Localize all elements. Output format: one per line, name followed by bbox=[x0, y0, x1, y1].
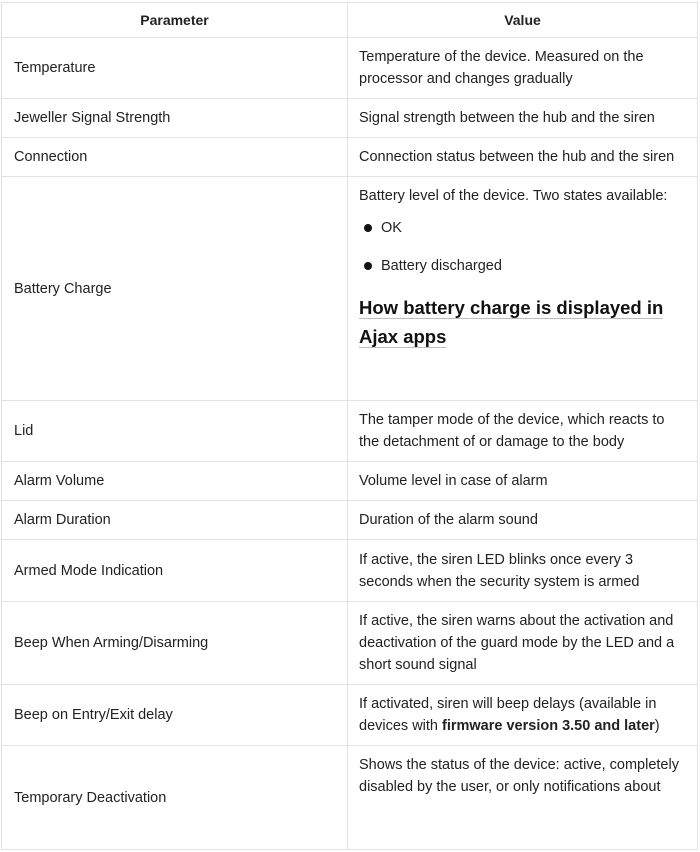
table-row bbox=[2, 540, 698, 602]
battery-description: Battery level of the device. Two states available: bbox=[359, 188, 668, 204]
header-value: Value bbox=[348, 3, 698, 38]
table-row bbox=[2, 138, 698, 177]
table-row bbox=[2, 746, 698, 850]
list-item: OK bbox=[359, 217, 687, 239]
param-armed-indication: Armed Mode Indication bbox=[2, 540, 348, 602]
list-item: Battery discharged bbox=[359, 255, 687, 277]
value-connection: Connection status between the hub and the siren bbox=[348, 138, 698, 177]
param-beep-entry: Beep on Entry/Exit delay bbox=[2, 685, 348, 746]
param-alarm-volume: Alarm Volume bbox=[2, 462, 348, 501]
table-row bbox=[2, 401, 698, 462]
value-alarm-volume: Volume level in case of alarm bbox=[348, 462, 698, 501]
value-battery bbox=[348, 177, 698, 401]
value-temperature: Temperature of the device. Measured on the processor and changes gradually bbox=[348, 38, 698, 99]
value-temp-deactivation: Shows the status of the device: active, completely disabled by the user, or only notifications about bbox=[348, 746, 698, 850]
param-battery: Battery Charge bbox=[2, 177, 348, 401]
table-row bbox=[2, 501, 698, 540]
parameters-table bbox=[1, 2, 698, 850]
value-beep-arming: If active, the siren warns about the activation and deactivation of the guard mode by the LED and a short sound signal bbox=[348, 602, 698, 685]
param-signal: Jeweller Signal Strength bbox=[2, 99, 348, 138]
battery-charge-link[interactable]: How battery charge is displayed in Ajax apps bbox=[359, 297, 664, 347]
table-row bbox=[2, 462, 698, 501]
table-header-row bbox=[2, 3, 698, 38]
table-row bbox=[2, 602, 698, 685]
param-temp-deactivation: Temporary Deactivation bbox=[2, 746, 348, 850]
value-signal: Signal strength between the hub and the siren bbox=[348, 99, 698, 138]
value-alarm-duration: Duration of the alarm sound bbox=[348, 501, 698, 540]
param-connection: Connection bbox=[2, 138, 348, 177]
beep-entry-suffix: ) bbox=[654, 718, 660, 734]
value-lid: The tamper mode of the device, which reacts to the detachment of or damage to the body bbox=[348, 401, 698, 462]
table-row bbox=[2, 685, 698, 746]
value-beep-entry bbox=[348, 685, 698, 746]
table-row bbox=[2, 38, 698, 99]
param-temperature: Temperature bbox=[2, 38, 348, 99]
beep-entry-text: If activated, siren will beep delays (available in devices with bbox=[359, 696, 657, 734]
param-alarm-duration: Alarm Duration bbox=[2, 501, 348, 540]
header-parameter: Parameter bbox=[2, 3, 348, 38]
battery-states-list bbox=[359, 217, 687, 277]
value-armed-indication: If active, the siren LED blinks once every 3 seconds when the security system is armed bbox=[348, 540, 698, 602]
param-beep-arming: Beep When Arming/Disarming bbox=[2, 602, 348, 685]
param-lid: Lid bbox=[2, 401, 348, 462]
firmware-version-text: firmware version 3.50 and later bbox=[442, 718, 655, 734]
table-row bbox=[2, 99, 698, 138]
table-row bbox=[2, 177, 698, 401]
